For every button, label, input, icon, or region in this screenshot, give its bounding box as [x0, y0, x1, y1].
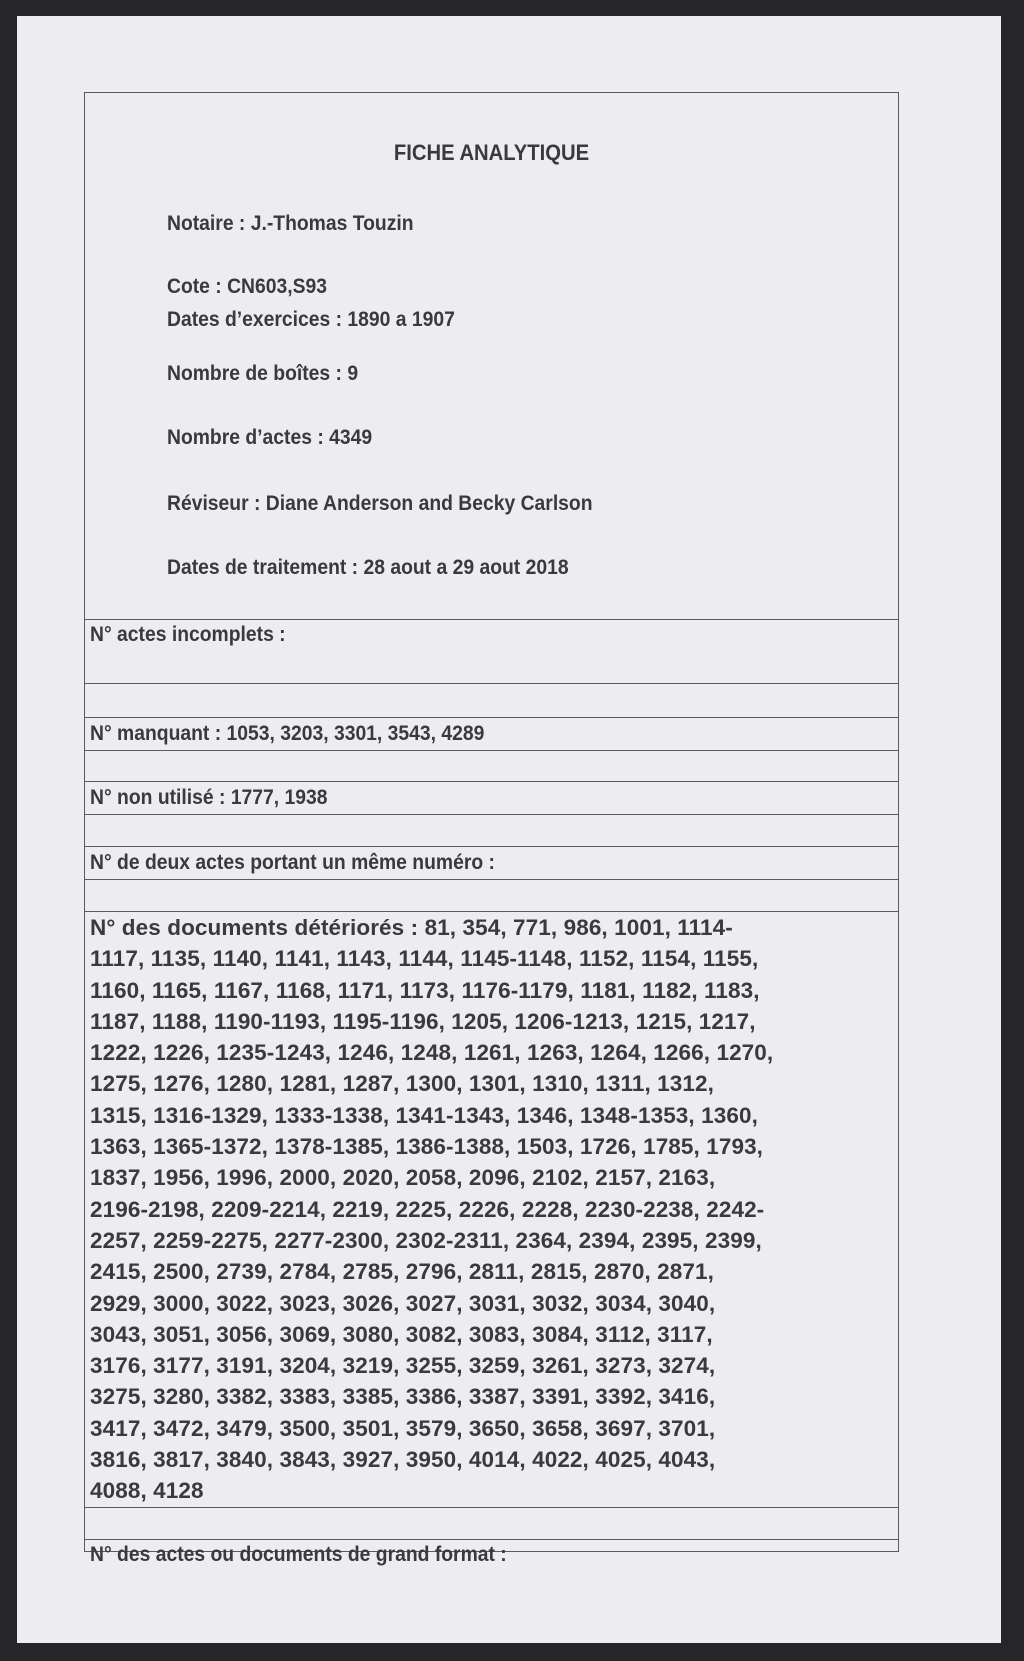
divider: [85, 781, 898, 782]
divider: [85, 683, 898, 684]
divider: [85, 1539, 898, 1540]
deteriores-line: 1837, 1956, 1996, 2000, 2020, 2058, 2096, 2102, 2157, 2163,: [90, 1165, 716, 1191]
deteriores-line: 1315, 1316-1329, 1333-1338, 1341-1343, 1346, 1348-1353, 1360,: [90, 1102, 758, 1128]
document-title: FICHE ANALYTIQUE: [393, 140, 590, 165]
documents-deteriores-list: [90, 912, 890, 1507]
manquant-label: N° manquant : 1053, 3203, 3301, 3543, 4289: [90, 722, 485, 745]
divider: [85, 717, 898, 718]
deteriores-line: 3417, 3472, 3479, 3500, 3501, 3579, 3650, 3658, 3697, 3701,: [90, 1415, 716, 1441]
form-frame: [84, 92, 899, 1566]
deteriores-line: 1222, 1226, 1235-1243, 1246, 1248, 1261, 1263, 1264, 1266, 1270,: [90, 1040, 774, 1066]
deteriores-line: 1187, 1188, 1190-1193, 1195-1196, 1205, 1206-1213, 1215, 1217,: [90, 1008, 756, 1034]
cote-field: Cote : CN603,S93: [167, 275, 327, 298]
dates-traitement-field: Dates de traitement : 28 aout a 29 aout 2018: [167, 556, 569, 579]
actes-incomplets-label: N° actes incomplets :: [90, 623, 286, 646]
divider: [85, 750, 898, 751]
deteriores-line: 1363, 1365-1372, 1378-1385, 1386-1388, 1503, 1726, 1785, 1793,: [90, 1134, 764, 1160]
dates-exercices-field: Dates d’exercices : 1890 a 1907: [167, 308, 455, 331]
deteriores-line: 3043, 3051, 3056, 3069, 3080, 3082, 3083, 3084, 3112, 3117,: [90, 1321, 713, 1347]
deux-actes-label: N° de deux actes portant un même numéro :: [90, 851, 495, 874]
deteriores-line: 4088, 4128: [90, 1478, 204, 1504]
deteriores-line: 3176, 3177, 3191, 3204, 3219, 3255, 3259, 3261, 3273, 3274,: [90, 1353, 716, 1379]
divider: [85, 846, 898, 847]
divider: [85, 814, 898, 815]
deteriores-line: 2415, 2500, 2739, 2784, 2785, 2796, 2811, 2815, 2870, 2871,: [90, 1259, 714, 1285]
divider: [85, 619, 898, 620]
reviseur-field: Réviseur : Diane Anderson and Becky Carlson: [167, 492, 593, 515]
nombre-actes-field: Nombre d’actes : 4349: [167, 426, 373, 449]
grand-format-label: N° des actes ou documents de grand format :: [90, 1543, 507, 1566]
deteriores-line: 1275, 1276, 1280, 1281, 1287, 1300, 1301, 1310, 1311, 1312,: [90, 1071, 714, 1097]
deteriores-line: 3816, 3817, 3840, 3843, 3927, 3950, 4014, 4022, 4025, 4043,: [90, 1447, 716, 1473]
deteriores-line: 3275, 3280, 3382, 3383, 3385, 3386, 3387, 3391, 3392, 3416,: [90, 1384, 716, 1410]
deteriores-line: 1160, 1165, 1167, 1168, 1171, 1173, 1176-1179, 1181, 1182, 1183,: [90, 977, 760, 1003]
divider: [85, 879, 898, 880]
deteriores-line: N° des documents détériorés : 81, 354, 771, 986, 1001, 1114-: [90, 915, 733, 940]
nombre-boites-field: Nombre de boîtes : 9: [167, 362, 359, 385]
deteriores-line: 2929, 3000, 3022, 3023, 3026, 3027, 3031, 3032, 3034, 3040,: [90, 1290, 716, 1316]
deteriores-line: 1117, 1135, 1140, 1141, 1143, 1144, 1145-1148, 1152, 1154, 1155,: [90, 946, 759, 972]
deteriores-line: 2257, 2259-2275, 2277-2300, 2302-2311, 2364, 2394, 2395, 2399,: [90, 1227, 762, 1253]
divider: [85, 1507, 898, 1508]
non-utilise-label: N° non utilisé : 1777, 1938: [90, 786, 328, 809]
scanned-page: [17, 16, 1001, 1643]
notaire-field: Notaire : J.-Thomas Touzin: [167, 212, 414, 235]
deteriores-line: 2196-2198, 2209-2214, 2219, 2225, 2226, 2228, 2230-2238, 2242-: [90, 1196, 765, 1222]
